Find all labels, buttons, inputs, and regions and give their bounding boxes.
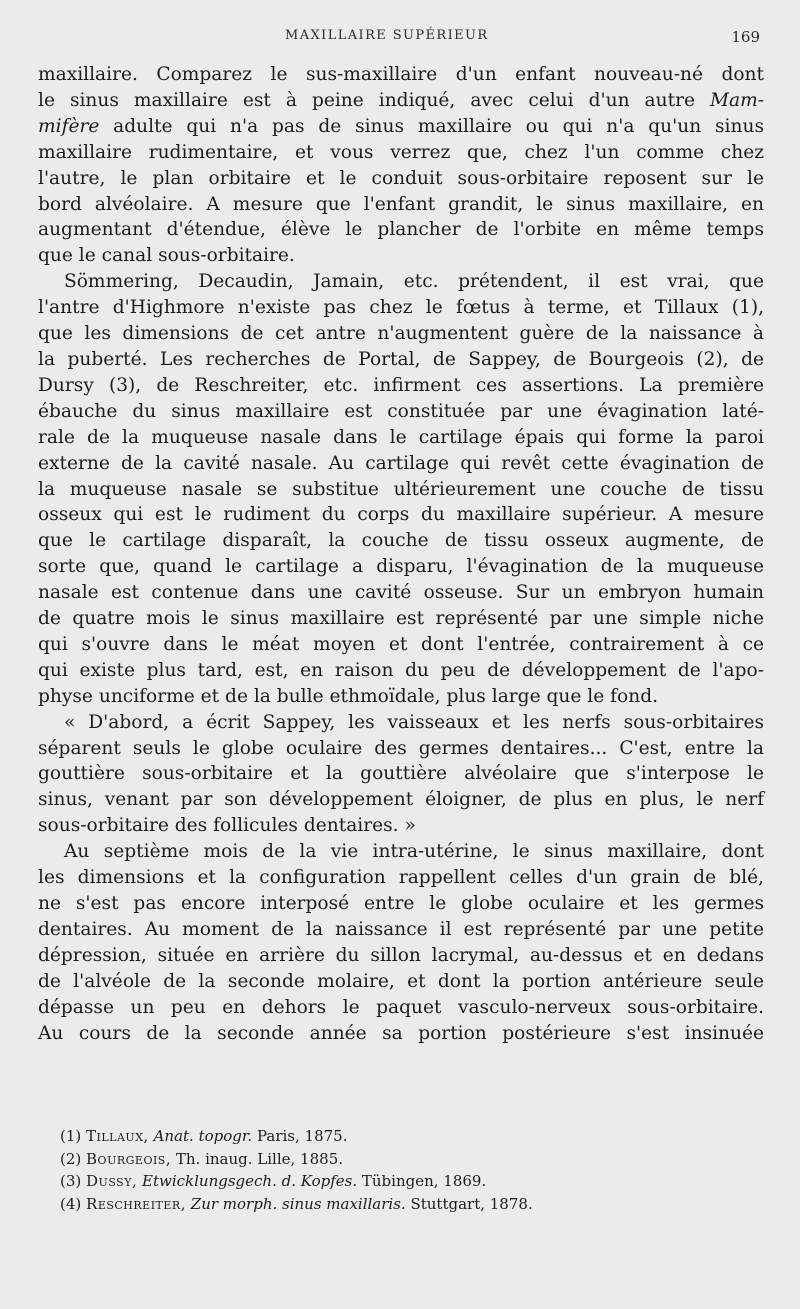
text-line: qui s'ouvre dans le méat moyen et dont l'entrée, contrairement à ce: [38, 633, 764, 655]
text-line: la muqueuse nasale se substitue ultérieurement une couche de tissu: [38, 478, 764, 500]
footnote-1: [60, 1125, 760, 1148]
footnote-details: Tübingen, 1869.: [361, 1172, 487, 1191]
footnote-author: Tillaux,: [86, 1127, 149, 1145]
paragraph-4: [38, 839, 764, 1046]
text-line-segment: adulte qui n'a pas de sinus maxillaire ou qui n'a qu'un sinus: [99, 115, 764, 137]
paragraph-3-quote: [38, 710, 764, 840]
footnote-number: (2): [60, 1149, 82, 1168]
text-line: maxillaire. Comparez le sus-maxillaire d'un enfant nouveau-né dont: [38, 64, 764, 85]
text-line: de l'alvéole de la seconde molaire, et dont la portion antérieure seule: [38, 970, 764, 992]
footnote-author: Bourgeois,: [86, 1149, 172, 1168]
text-line: bord alvéolaire. A mesure que l'enfant grandit, le sinus maxillaire, en: [38, 193, 764, 215]
text-line: gouttière sous-orbitaire et la gouttière alvéolaire que s'interpose le: [38, 763, 764, 785]
text-line: Au cours de la seconde année sa portion postérieure s'est insinuée: [38, 1022, 764, 1044]
text-line: qui existe plus tard, est, en raison du peu de développement de l'apo-: [38, 659, 764, 681]
footnote-author: Reschreiter,: [86, 1194, 186, 1213]
text-line: externe de la cavité nasale. Au cartilage qui revêt cette évagination de: [38, 452, 764, 474]
text-line: dépression, située en arrière du sillon lacrymal, au-dessus et en dedans: [38, 944, 764, 966]
text-line: [38, 88, 764, 114]
text-line: rale de la muqueuse nasale dans le cartilage épais qui forme la paroi: [38, 426, 764, 448]
footnote-title: Zur morph. sinus maxillaris.: [190, 1194, 406, 1213]
text-line: sorte que, quand le cartilage a disparu, l'évagination de la muqueuse: [38, 556, 764, 578]
footnote-2: [60, 1148, 760, 1171]
text-line: l'antre d'Highmore n'existe pas chez le fœtus à terme, et Tillaux (1),: [38, 297, 764, 319]
text-line: que les dimensions de cet antre n'augmentent guère de la naissance à: [38, 323, 764, 345]
body-text: [38, 62, 764, 1046]
text-line-segment: le sinus maxillaire est à peine indiqué, avec celui d'un autre: [38, 89, 710, 111]
text-line: nasale est contenue dans une cavité osseuse. Sur un embryon humain: [38, 582, 764, 604]
text-line: dentaires. Au moment de la naissance il est représenté par une petite: [38, 918, 764, 940]
italic-term: Mam-: [709, 89, 764, 111]
text-line: Au septième mois de la vie intra-utérine, le sinus maxillaire, dont: [64, 841, 764, 863]
footnote-3: [60, 1170, 760, 1193]
text-line: de quatre mois le sinus maxillaire est représenté par une simple niche: [38, 608, 764, 630]
text-line: « D'abord, a écrit Sappey, les vaisseaux et les nerfs sous-orbitaires: [64, 711, 764, 733]
footnote-title: Anat. topogr.: [153, 1127, 253, 1145]
italic-term: mifère: [38, 115, 100, 137]
paragraph-2: [38, 269, 764, 709]
footnote-author: Dussy,: [86, 1172, 138, 1191]
text-line: Sömmering, Decaudin, Jamain, etc. prétendent, il est vrai, que: [64, 271, 764, 293]
text-line: que le cartilage disparaît, la couche de tissu osseux augmente, de: [38, 530, 764, 552]
text-line: séparent seuls le globe oculaire des germes dentaires... C'est, entre la: [38, 737, 764, 759]
footnote-details: Stuttgart, 1878.: [410, 1194, 533, 1213]
text-line: [38, 114, 764, 140]
footnote-title: Etwicklungsgech. d. Kopfes.: [142, 1172, 358, 1191]
footnote-number: (1): [60, 1127, 82, 1145]
running-header: [0, 28, 800, 50]
footnote-number: (3): [60, 1172, 82, 1191]
text-line: ébauche du sinus maxillaire est constituée par une évagination laté-: [38, 400, 764, 422]
footnote-details: Paris, 1875.: [256, 1127, 348, 1145]
text-line: Dursy (3), de Reschreiter, etc. infirment ces assertions. La première: [38, 374, 764, 396]
footnote-number: (4): [60, 1194, 82, 1213]
paragraph-1: [38, 62, 764, 269]
text-line: les dimensions et la configuration rappellent celles d'un grain de blé,: [38, 867, 764, 889]
footnote-4: [60, 1193, 760, 1216]
running-title: MAXILLAIRE SUPÉRIEUR: [285, 28, 489, 43]
text-line: sous-orbitaire des follicules dentaires. »: [38, 815, 416, 837]
footnotes: [60, 1125, 760, 1215]
text-line: la puberté. Les recherches de Portal, de Sappey, de Bourgeois (2), de: [38, 348, 764, 370]
text-line: que le canal sous-orbitaire.: [38, 245, 295, 267]
text-line: augmentant d'étendue, élève le plancher de l'orbite en même temps: [38, 219, 764, 241]
text-line: ne s'est pas encore interposé entre le globe oculaire et les germes: [38, 893, 764, 914]
text-line: osseux qui est le rudiment du corps du maxillaire supérieur. A mesure: [38, 504, 764, 526]
page-number: 169: [731, 28, 760, 46]
text-line: physe unciforme et de la bulle ethmoïdale, plus large que le fond.: [38, 685, 659, 707]
text-line: l'autre, le plan orbitaire et le conduit sous-orbitaire reposent sur le: [38, 167, 764, 189]
text-line: maxillaire rudimentaire, et vous verrez que, chez l'un comme chez: [38, 141, 764, 163]
text-line: sinus, venant par son développement éloigner, de plus en plus, le nerf: [38, 789, 764, 811]
text-line: dépasse un peu en dehors le paquet vasculo-nerveux sous-orbitaire.: [38, 996, 764, 1018]
footnote-details: Th. inaug. Lille, 1885.: [175, 1149, 343, 1168]
